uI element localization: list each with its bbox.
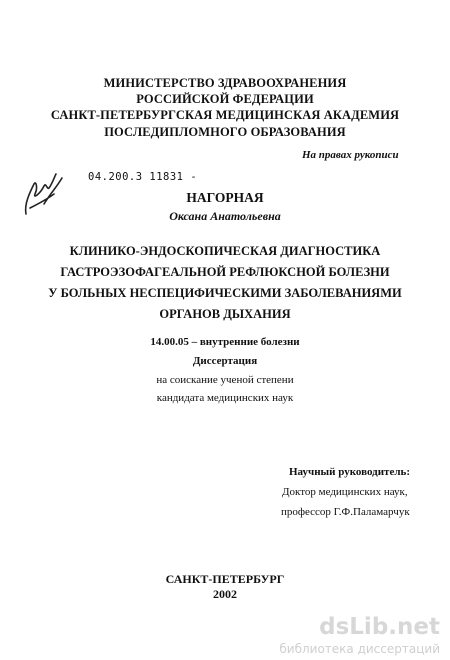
author-name: Оксана Анатольевна: [169, 209, 281, 223]
city: САНКТ-ПЕТЕРБУРГ: [165, 572, 285, 586]
thesis-title-line-3: У БОЛЬНЫХ НЕСПЕЦИФИЧЕСКИМИ ЗАБОЛЕВАНИЯМИ: [48, 286, 402, 300]
year: 2002: [213, 587, 237, 601]
academy-line-1: САНКТ-ПЕТЕРБУРГСКАЯ МЕДИЦИНСКАЯ АКАДЕМИЯ: [50, 108, 400, 122]
registration-stamp: 04.200.3 11831 -: [88, 171, 198, 183]
supervisor-name: профессор Г.Ф.Паламарчук: [281, 506, 410, 518]
thesis-title-line-4: ОРГАНОВ ДЫХАНИЯ: [159, 307, 291, 321]
rights-notice: На правах рукописи: [302, 149, 399, 161]
watermark-logo: dsLib.net: [319, 614, 440, 640]
academy-line-2: ПОСЛЕДИПЛОМНОГО ОБРАЗОВАНИЯ: [104, 125, 346, 139]
thesis-title-line-1: КЛИНИКО-ЭНДОСКОПИЧЕСКАЯ ДИАГНОСТИКА: [69, 244, 381, 258]
ministry-line-2: РОССИЙСКОЙ ФЕДЕРАЦИИ: [136, 92, 314, 106]
watermark-subtitle: библиотека диссертаций: [279, 642, 440, 656]
supervisor-label: Научный руководитель:: [289, 466, 410, 478]
ministry-line-1: МИНИСТЕРСТВО ЗДРАВООХРАНЕНИЯ: [103, 76, 347, 90]
thesis-title-line-2: ГАСТРОЭЗОФАГЕАЛЬНОЙ РЕФЛЮКСНОЙ БОЛЕЗНИ: [60, 265, 390, 279]
supervisor-degree: Доктор медицинских наук,: [282, 486, 408, 498]
author-surname: НАГОРНАЯ: [186, 190, 264, 205]
degree-line-1: на соискание ученой степени: [156, 374, 294, 386]
degree-line-2: кандидата медицинских наук: [156, 392, 294, 404]
dslib-watermark: [250, 614, 440, 656]
specialty: 14.00.05 – внутренние болезни: [150, 336, 300, 348]
document-type: Диссертация: [192, 355, 258, 367]
